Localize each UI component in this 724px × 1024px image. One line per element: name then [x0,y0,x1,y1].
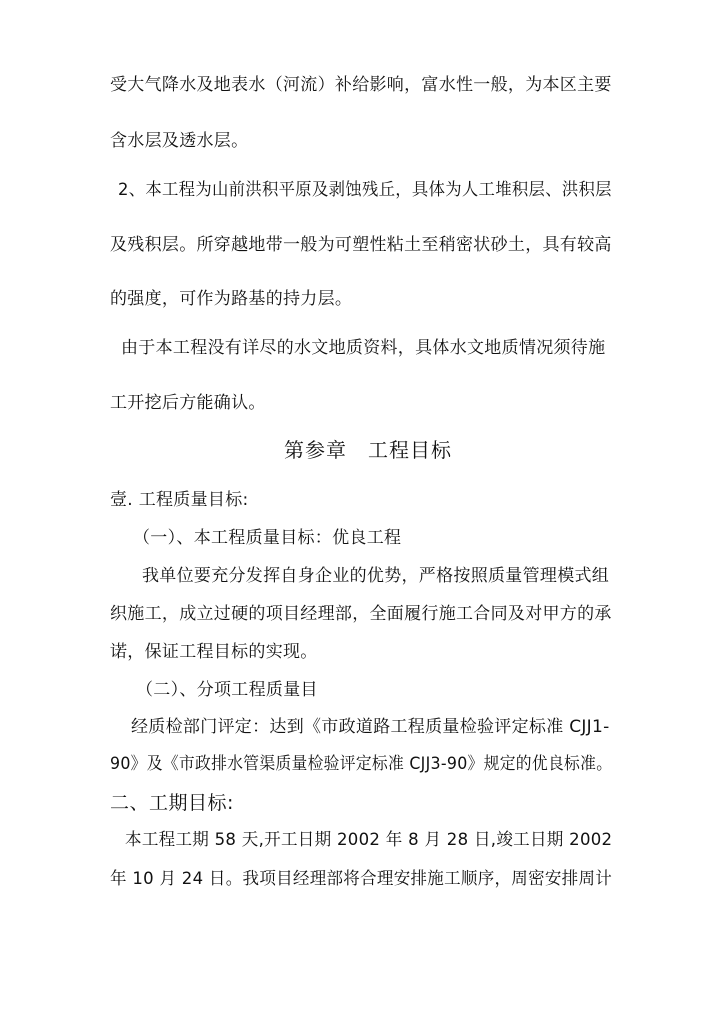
paragraph-line: 由于本工程没有详尽的水文地质资料，具体水文地质情况须待施 [121,338,606,358]
paragraph-line: 90》及《市政排水管渠质量检验评定标准 CJJ3-90》规定的优良标准。 [110,754,613,774]
section-heading: 二、工期目标: [110,792,234,814]
paragraph-line: 我单位要充分发挥自身企业的优势，严格按照质量管理模式组 [142,566,610,586]
paragraph-line: 本工程工期 58 天,开工日期 2002 年 8 月 28 日,竣工日期 2002 [125,830,613,850]
subsection-heading: （一）、本工程质量目标：优良工程 [133,528,402,548]
paragraph-line: 经质检部门评定：达到《市政道路工程质量检验评定标准 CJJ1- [131,717,610,737]
paragraph-line: 2、本工程为山前洪积平原及剥蚀残丘，具体为人工堆积层、洪积层 [118,180,612,200]
subsection-heading: （二）、分项工程质量目 [136,680,318,700]
paragraph-line: 织施工，成立过硬的项目经理部，全面履行施工合同及对甲方的承 [110,604,612,624]
paragraph-line: 诺，保证工程目标的实现。 [110,642,318,662]
paragraph-line: 的强度，可作为路基的持力层。 [110,289,353,309]
section-heading: 壹. 工程质量目标: [110,490,249,510]
chapter-title: 第参章 工程目标 [284,438,452,462]
paragraph-line: 工开挖后方能确认。 [110,393,266,413]
paragraph-line: 及残积层。所穿越地带一般为可塑性粘土至稍密状砂土，具有较高 [110,235,612,255]
paragraph-line: 年 10 月 24 日。我项目经理部将合理安排施工顺序，周密安排周计 [110,869,613,889]
paragraph-line: 含水层及透水层。 [110,131,249,151]
paragraph-line: 受大气降水及地表水（河流）补给影响，富水性一般，为本区主要 [110,75,612,95]
